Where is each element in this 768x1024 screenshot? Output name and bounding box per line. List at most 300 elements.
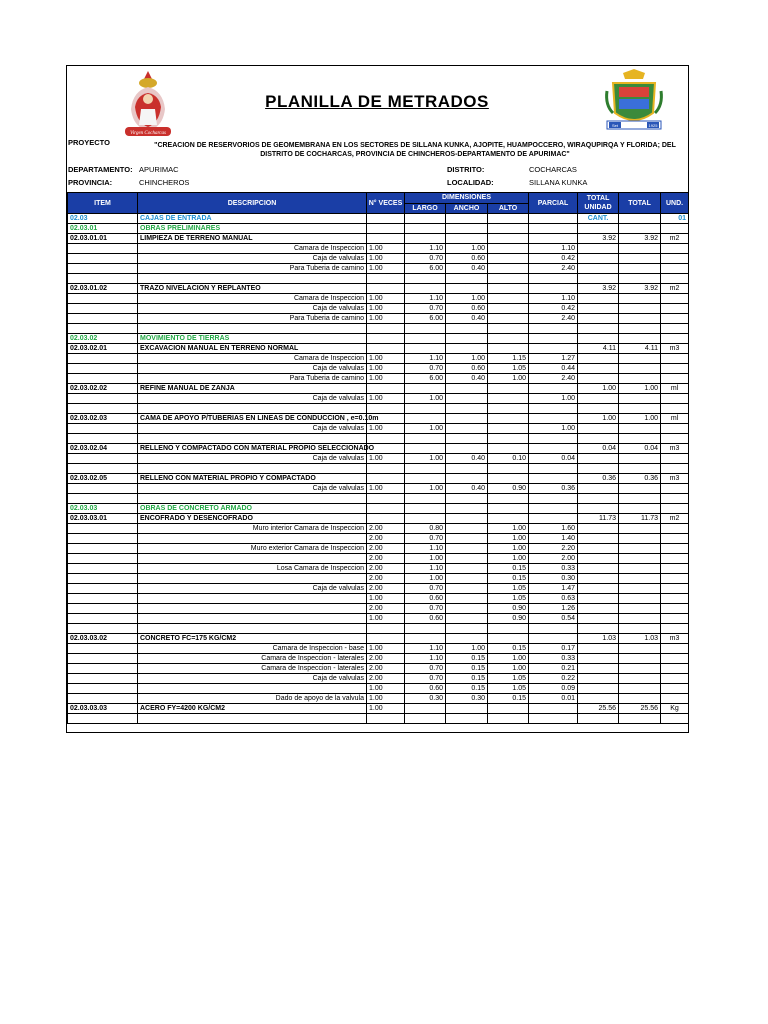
cell-v: 1.00 xyxy=(367,644,405,654)
cell-tu xyxy=(578,584,619,594)
cell-desc: Camara de Inspeccion - laterales xyxy=(138,664,367,674)
cell-item: 02.03.02.02 xyxy=(68,384,138,394)
cell-item xyxy=(68,324,138,334)
cell-p: 0.33 xyxy=(529,654,578,664)
cell-l: 1.00 xyxy=(405,424,446,434)
cell-p xyxy=(529,514,578,524)
cell-und xyxy=(661,374,689,384)
cell-und xyxy=(661,614,689,624)
departamento-value: APURIMAC xyxy=(139,165,179,174)
table-row xyxy=(68,514,689,524)
table-row xyxy=(68,224,689,234)
table-row xyxy=(68,554,689,564)
cell-a xyxy=(446,494,488,504)
cell-item xyxy=(68,274,138,284)
cell-p: 0.17 xyxy=(529,644,578,654)
cell-und xyxy=(661,494,689,504)
table-row xyxy=(68,644,689,654)
cell-und xyxy=(661,334,689,344)
col-veces-header: N° VECES xyxy=(367,193,405,214)
cell-l: 0.60 xyxy=(405,594,446,604)
cell-l: 0.70 xyxy=(405,604,446,614)
cell-item xyxy=(68,554,138,564)
cell-p: 0.42 xyxy=(529,254,578,264)
cell-tot xyxy=(619,464,661,474)
cell-und xyxy=(661,584,689,594)
cell-desc: Camara de Inspeccion - base xyxy=(138,644,367,654)
cell-item: 02.03.03.02 xyxy=(68,634,138,644)
page-title: PLANILLA DE METRADOS xyxy=(265,92,489,111)
cell-a xyxy=(446,574,488,584)
cell-item xyxy=(68,594,138,604)
cell-desc: CAJAS DE ENTRADA xyxy=(138,214,367,224)
cell-und xyxy=(661,534,689,544)
cell-tot xyxy=(619,274,661,284)
cell-h xyxy=(488,634,529,644)
table-row xyxy=(68,614,689,624)
cell-tot xyxy=(619,264,661,274)
cell-a xyxy=(446,534,488,544)
cell-tu xyxy=(578,574,619,584)
cell-desc: OBRAS DE CONCRETO ARMADO xyxy=(138,504,367,514)
cell-p: 1.47 xyxy=(529,584,578,594)
cell-v: 2.00 xyxy=(367,564,405,574)
cell-a xyxy=(446,514,488,524)
cell-l xyxy=(405,464,446,474)
cell-tot xyxy=(619,554,661,564)
cell-a xyxy=(446,474,488,484)
cell-a xyxy=(446,544,488,554)
cell-desc: OBRAS PRELIMINARES xyxy=(138,224,367,234)
cell-a xyxy=(446,504,488,514)
table-row xyxy=(68,594,689,604)
cell-v xyxy=(367,324,405,334)
cell-item: 02.03.02 xyxy=(68,334,138,344)
cell-tu xyxy=(578,594,619,604)
cell-tot xyxy=(619,614,661,624)
cell-und xyxy=(661,424,689,434)
logo-year-left: Set xyxy=(611,123,619,128)
cell-a: 0.60 xyxy=(446,364,488,374)
cell-p xyxy=(529,384,578,394)
table-row xyxy=(68,314,689,324)
cell-h: 1.00 xyxy=(488,534,529,544)
cell-desc: Para Tuberia de camino xyxy=(138,374,367,384)
cell-h xyxy=(488,224,529,234)
cell-v xyxy=(367,284,405,294)
cell-tu: 0.36 xyxy=(578,474,619,484)
cell-desc: Muro exterior Camara de Inspeccion xyxy=(138,544,367,554)
cell-p: 1.60 xyxy=(529,524,578,534)
cell-tu xyxy=(578,604,619,614)
cell-item xyxy=(68,604,138,614)
logo-caption: Virgen Cocharcas xyxy=(130,131,166,136)
cell-v xyxy=(367,504,405,514)
cell-tu xyxy=(578,254,619,264)
cell-und xyxy=(661,624,689,634)
cell-v xyxy=(367,474,405,484)
cell-l xyxy=(405,444,446,454)
cell-h xyxy=(488,434,529,444)
cell-tot xyxy=(619,694,661,704)
cell-und xyxy=(661,594,689,604)
cell-item xyxy=(68,534,138,544)
cell-tot: 25.56 xyxy=(619,704,661,714)
cell-desc: RELLENO Y COMPACTADO CON MATERIAL PROPIO SELECCIONADO xyxy=(138,444,367,454)
table-row xyxy=(68,574,689,584)
cell-p xyxy=(529,494,578,504)
cell-v: 1.00 xyxy=(367,594,405,604)
cell-desc: Caja de valvulas xyxy=(138,424,367,434)
cell-a xyxy=(446,414,488,424)
cell-h xyxy=(488,624,529,634)
cell-v: 1.00 xyxy=(367,364,405,374)
cell-h xyxy=(488,504,529,514)
cell-tu xyxy=(578,654,619,664)
cell-a xyxy=(446,714,488,724)
cell-p: 2.00 xyxy=(529,554,578,564)
cell-l xyxy=(405,474,446,484)
cell-tu xyxy=(578,504,619,514)
cell-und xyxy=(661,464,689,474)
col-dimensiones-header: DIMENSIONES xyxy=(405,193,529,204)
cell-desc: RELLENO CON MATERIAL PROPIO Y COMPACTADO xyxy=(138,474,367,484)
cell-und xyxy=(661,314,689,324)
cell-p: 1.00 xyxy=(529,394,578,404)
cell-und xyxy=(661,644,689,654)
table-row xyxy=(68,254,689,264)
cell-v: 2.00 xyxy=(367,604,405,614)
cell-und xyxy=(661,354,689,364)
cell-v: 1.00 xyxy=(367,254,405,264)
metrados-table xyxy=(67,192,689,724)
table-row xyxy=(68,284,689,294)
cell-und xyxy=(661,714,689,724)
table-row xyxy=(68,424,689,434)
cell-tot xyxy=(619,504,661,514)
table-row xyxy=(68,664,689,674)
cell-tot xyxy=(619,674,661,684)
cell-v: 2.00 xyxy=(367,584,405,594)
col-largo-header: LARGO xyxy=(405,203,446,214)
cell-desc: Caja de valvulas xyxy=(138,674,367,684)
cell-a xyxy=(446,564,488,574)
cell-p: 0.54 xyxy=(529,614,578,624)
cell-p xyxy=(529,464,578,474)
cell-a xyxy=(446,394,488,404)
cell-h xyxy=(488,384,529,394)
cell-tot xyxy=(619,334,661,344)
table-row xyxy=(68,564,689,574)
distrito-value: COCHARCAS xyxy=(529,165,577,174)
cell-tu: CANT. xyxy=(578,214,619,224)
cell-a: 0.40 xyxy=(446,264,488,274)
blank-row xyxy=(68,434,689,444)
cell-a xyxy=(446,614,488,624)
cell-h xyxy=(488,474,529,484)
cell-desc xyxy=(138,554,367,564)
cell-l xyxy=(405,384,446,394)
table-row xyxy=(68,544,689,554)
coat-of-arms-icon xyxy=(603,69,665,133)
cell-und xyxy=(661,364,689,374)
cell-item xyxy=(68,364,138,374)
cell-a: 0.15 xyxy=(446,674,488,684)
cell-item xyxy=(68,244,138,254)
cell-item xyxy=(68,574,138,584)
cell-tot xyxy=(619,364,661,374)
cell-item xyxy=(68,354,138,364)
cell-v: 1.00 xyxy=(367,294,405,304)
cell-tu xyxy=(578,544,619,554)
cell-l xyxy=(405,494,446,504)
cell-desc: CONCRETO FC=175 KG/CM2 xyxy=(138,634,367,644)
cell-und: m2 xyxy=(661,284,689,294)
cell-tot xyxy=(619,624,661,634)
cell-tot xyxy=(619,224,661,234)
cell-l: 1.10 xyxy=(405,294,446,304)
cell-tu xyxy=(578,334,619,344)
cell-desc: ENCOFRADO Y DESENCOFRADO xyxy=(138,514,367,524)
cell-p: 0.36 xyxy=(529,484,578,494)
cell-desc: Caja de valvulas xyxy=(138,304,367,314)
table-row xyxy=(68,364,689,374)
cell-tu: 1.00 xyxy=(578,384,619,394)
cell-h: 0.15 xyxy=(488,574,529,584)
cell-und xyxy=(661,454,689,464)
cell-desc xyxy=(138,684,367,694)
cell-h xyxy=(488,234,529,244)
col-total-header: TOTAL xyxy=(619,193,661,214)
cell-l: 1.00 xyxy=(405,484,446,494)
cell-a xyxy=(446,274,488,284)
cell-p xyxy=(529,324,578,334)
cell-desc: CAMA DE APOYO P/TUBERIAS EN LINEAS DE CONDUCCION , e=0.10m xyxy=(138,414,367,424)
cell-l: 0.70 xyxy=(405,584,446,594)
cell-desc xyxy=(138,494,367,504)
cell-desc: Camara de Inspeccion xyxy=(138,294,367,304)
cell-und xyxy=(661,694,689,704)
table-row xyxy=(68,634,689,644)
cell-desc: Muro interior Camara de Inspeccion xyxy=(138,524,367,534)
proyecto-label: PROYECTO xyxy=(68,138,110,147)
cell-item xyxy=(68,654,138,664)
cell-p: 0.21 xyxy=(529,664,578,674)
cell-item xyxy=(68,484,138,494)
col-total-unidad-header: TOTAL UNIDAD xyxy=(578,193,619,214)
cell-l: 0.30 xyxy=(405,694,446,704)
cell-item xyxy=(68,494,138,504)
cell-tot: 3.92 xyxy=(619,284,661,294)
cell-h: 1.00 xyxy=(488,664,529,674)
cell-a xyxy=(446,464,488,474)
cell-p: 1.00 xyxy=(529,424,578,434)
cell-tot xyxy=(619,214,661,224)
cell-und xyxy=(661,264,689,274)
cell-item xyxy=(68,694,138,704)
cell-desc xyxy=(138,614,367,624)
cell-l xyxy=(405,514,446,524)
cell-tot xyxy=(619,244,661,254)
cell-a: 0.15 xyxy=(446,684,488,694)
cell-desc: REFINE MANUAL DE ZANJA xyxy=(138,384,367,394)
cell-tu xyxy=(578,424,619,434)
cell-und xyxy=(661,604,689,614)
proyecto-text: "CREACION DE RESERVORIOS DE GEOMEMBRANA EN LOS SECTORES DE SILLANA KUNKA, AJOPITE, HUAMPOCCERO, WIRAQUPIRQA Y FLORIDA; DEL DISTRITO DE COCHARCAS, PROVINCIA DE CHINCHEROS-DEPARTAMENTO DE APURIMAC" xyxy=(154,142,676,158)
cell-p xyxy=(529,344,578,354)
cell-tu xyxy=(578,274,619,284)
cell-desc: TRAZO NIVELACION Y REPLANTEO xyxy=(138,284,367,294)
cell-tot xyxy=(619,454,661,464)
col-descripcion-header: DESCRIPCION xyxy=(138,193,367,214)
cell-h xyxy=(488,714,529,724)
table-row xyxy=(68,294,689,304)
cell-a xyxy=(446,214,488,224)
cell-desc xyxy=(138,274,367,284)
cell-p xyxy=(529,704,578,714)
cell-tu xyxy=(578,694,619,704)
cell-item: 02.03.03.03 xyxy=(68,704,138,714)
cell-l: 1.10 xyxy=(405,544,446,554)
cell-und xyxy=(661,294,689,304)
cell-h xyxy=(488,334,529,344)
cell-tot xyxy=(619,424,661,434)
cell-h xyxy=(488,274,529,284)
cell-a: 0.40 xyxy=(446,314,488,324)
cell-h: 1.15 xyxy=(488,354,529,364)
cell-a: 0.30 xyxy=(446,694,488,704)
cell-und: m3 xyxy=(661,634,689,644)
cell-v xyxy=(367,494,405,504)
cell-tot: 11.73 xyxy=(619,514,661,524)
cell-a xyxy=(446,604,488,614)
cell-desc: Para Tuberia de camino xyxy=(138,314,367,324)
cell-desc: Caja de valvulas xyxy=(138,584,367,594)
cell-p: 2.20 xyxy=(529,544,578,554)
cell-v: 1.00 xyxy=(367,304,405,314)
cell-desc: Caja de valvulas xyxy=(138,394,367,404)
cell-h xyxy=(488,214,529,224)
cell-l xyxy=(405,344,446,354)
cell-tu xyxy=(578,304,619,314)
cell-desc xyxy=(138,714,367,724)
cell-l: 1.00 xyxy=(405,574,446,584)
cell-p: 1.10 xyxy=(529,294,578,304)
cell-a xyxy=(446,404,488,414)
cell-v: 1.00 xyxy=(367,354,405,364)
cell-und xyxy=(661,404,689,414)
cell-h: 0.90 xyxy=(488,484,529,494)
cell-a: 0.60 xyxy=(446,304,488,314)
cell-p xyxy=(529,634,578,644)
cell-tot xyxy=(619,434,661,444)
cell-desc: Caja de valvulas xyxy=(138,364,367,374)
cell-tot: 0.36 xyxy=(619,474,661,484)
table-row xyxy=(68,444,689,454)
cell-a xyxy=(446,624,488,634)
cell-item: 02.03 xyxy=(68,214,138,224)
blank-row xyxy=(68,404,689,414)
cell-h: 1.05 xyxy=(488,364,529,374)
cell-l: 6.00 xyxy=(405,314,446,324)
cell-v xyxy=(367,464,405,474)
cell-v: 2.00 xyxy=(367,664,405,674)
cell-l: 1.00 xyxy=(405,454,446,464)
cell-h xyxy=(488,314,529,324)
cell-tu xyxy=(578,434,619,444)
cell-p xyxy=(529,474,578,484)
cell-a xyxy=(446,524,488,534)
table-row xyxy=(68,334,689,344)
cell-p: 2.40 xyxy=(529,374,578,384)
cell-item: 02.03.02.04 xyxy=(68,444,138,454)
cell-tu xyxy=(578,264,619,274)
cell-tot xyxy=(619,684,661,694)
cell-item xyxy=(68,404,138,414)
cell-und xyxy=(661,224,689,234)
cell-p xyxy=(529,274,578,284)
cell-l: 1.10 xyxy=(405,654,446,664)
table-row xyxy=(68,704,689,714)
cell-p: 0.42 xyxy=(529,304,578,314)
cell-desc xyxy=(138,594,367,604)
cell-und xyxy=(661,664,689,674)
cell-tu: 3.92 xyxy=(578,284,619,294)
cell-tu: 3.92 xyxy=(578,234,619,244)
cell-und: Kg xyxy=(661,704,689,714)
cell-tu xyxy=(578,294,619,304)
cell-h: 1.00 xyxy=(488,554,529,564)
cell-a: 0.40 xyxy=(446,374,488,384)
table-row xyxy=(68,234,689,244)
cell-tu xyxy=(578,534,619,544)
cell-h xyxy=(488,394,529,404)
logo-year-right: 1925 xyxy=(648,123,658,128)
cell-v xyxy=(367,224,405,234)
cell-und xyxy=(661,674,689,684)
cell-p: 1.27 xyxy=(529,354,578,364)
cell-a xyxy=(446,224,488,234)
virgin-logo-icon xyxy=(119,69,177,139)
cell-v: 1.00 xyxy=(367,454,405,464)
cell-p: 0.01 xyxy=(529,694,578,704)
cell-l xyxy=(405,324,446,334)
cell-p: 0.22 xyxy=(529,674,578,684)
cell-h xyxy=(488,264,529,274)
cell-v xyxy=(367,514,405,524)
cell-h xyxy=(488,284,529,294)
provincia-value: CHINCHEROS xyxy=(139,178,190,187)
cell-und xyxy=(661,564,689,574)
cell-v: 1.00 xyxy=(367,424,405,434)
cell-desc xyxy=(138,404,367,414)
cell-und: m3 xyxy=(661,444,689,454)
cell-desc: MOVIMIENTO DE TIERRAS xyxy=(138,334,367,344)
cell-und: m3 xyxy=(661,474,689,484)
cell-und xyxy=(661,654,689,664)
cell-und xyxy=(661,254,689,264)
cell-p xyxy=(529,234,578,244)
cell-v xyxy=(367,404,405,414)
cell-l xyxy=(405,434,446,444)
cell-v: 1.00 xyxy=(367,704,405,714)
cell-v: 2.00 xyxy=(367,534,405,544)
table-row xyxy=(68,674,689,684)
cell-l: 0.60 xyxy=(405,614,446,624)
cell-v: 1.00 xyxy=(367,614,405,624)
table-row xyxy=(68,374,689,384)
cell-l: 1.00 xyxy=(405,554,446,564)
